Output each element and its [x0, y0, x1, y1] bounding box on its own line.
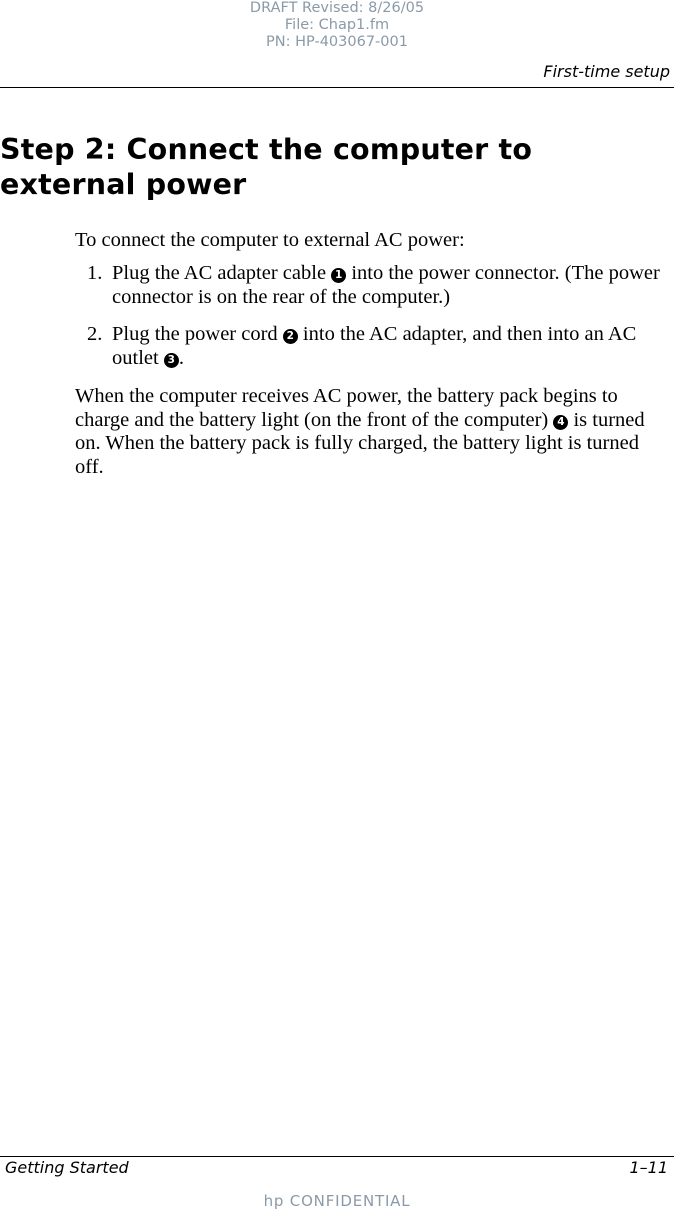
footer-rule — [0, 1156, 674, 1157]
outro-text-before: When the computer receives AC power, the battery pack begins to charge and the battery light (on the front of the computer) — [75, 385, 618, 431]
intro-text: To connect the computer to external AC power: — [75, 229, 465, 251]
header-rule — [0, 87, 674, 88]
intro-paragraph — [75, 229, 665, 253]
draft-pn-line: PN: HP-403067-001 — [266, 34, 408, 50]
section-heading: Step 2: Connect the computer to external power — [0, 133, 533, 201]
step-text — [112, 262, 662, 309]
step-text-after: into the power connector. (The power connector is on the rear of the computer.) — [112, 262, 660, 308]
step-number: 1. — [87, 262, 103, 284]
draft-revised-line: DRAFT Revised: 8/26/05 — [249, 0, 425, 16]
step-item-1 — [87, 262, 662, 309]
step-number: 2. — [87, 323, 103, 345]
footer-book-title: Getting Started — [5, 1158, 129, 1177]
step-item-2 — [87, 323, 662, 370]
running-head: First-time setup — [543, 62, 670, 81]
callout-2-icon: 2 — [283, 329, 298, 344]
callout-3-icon: 3 — [164, 353, 179, 368]
step-text-middle: into the AC adapter, and then into an AC outlet — [112, 323, 637, 369]
outro-text — [75, 385, 665, 479]
step-text — [112, 323, 662, 370]
draft-stamp — [0, 0, 674, 51]
callout-4-icon: 4 — [553, 415, 568, 430]
step-text-before: Plug the power cord — [112, 323, 283, 345]
outro-paragraph — [75, 385, 665, 479]
callout-1-icon: 1 — [331, 268, 346, 283]
confidential-notice: hp CONFIDENTIAL — [263, 1192, 411, 1210]
footer-page-number: 1–11 — [629, 1158, 668, 1177]
outro-text-after: is turned on. When the battery pack is fully charged, the battery light is turned off. — [75, 408, 645, 478]
step-text-before: Plug the AC adapter cable — [112, 262, 332, 284]
step-text-after: . — [178, 346, 184, 369]
draft-file-line: File: Chap1.fm — [284, 17, 390, 33]
